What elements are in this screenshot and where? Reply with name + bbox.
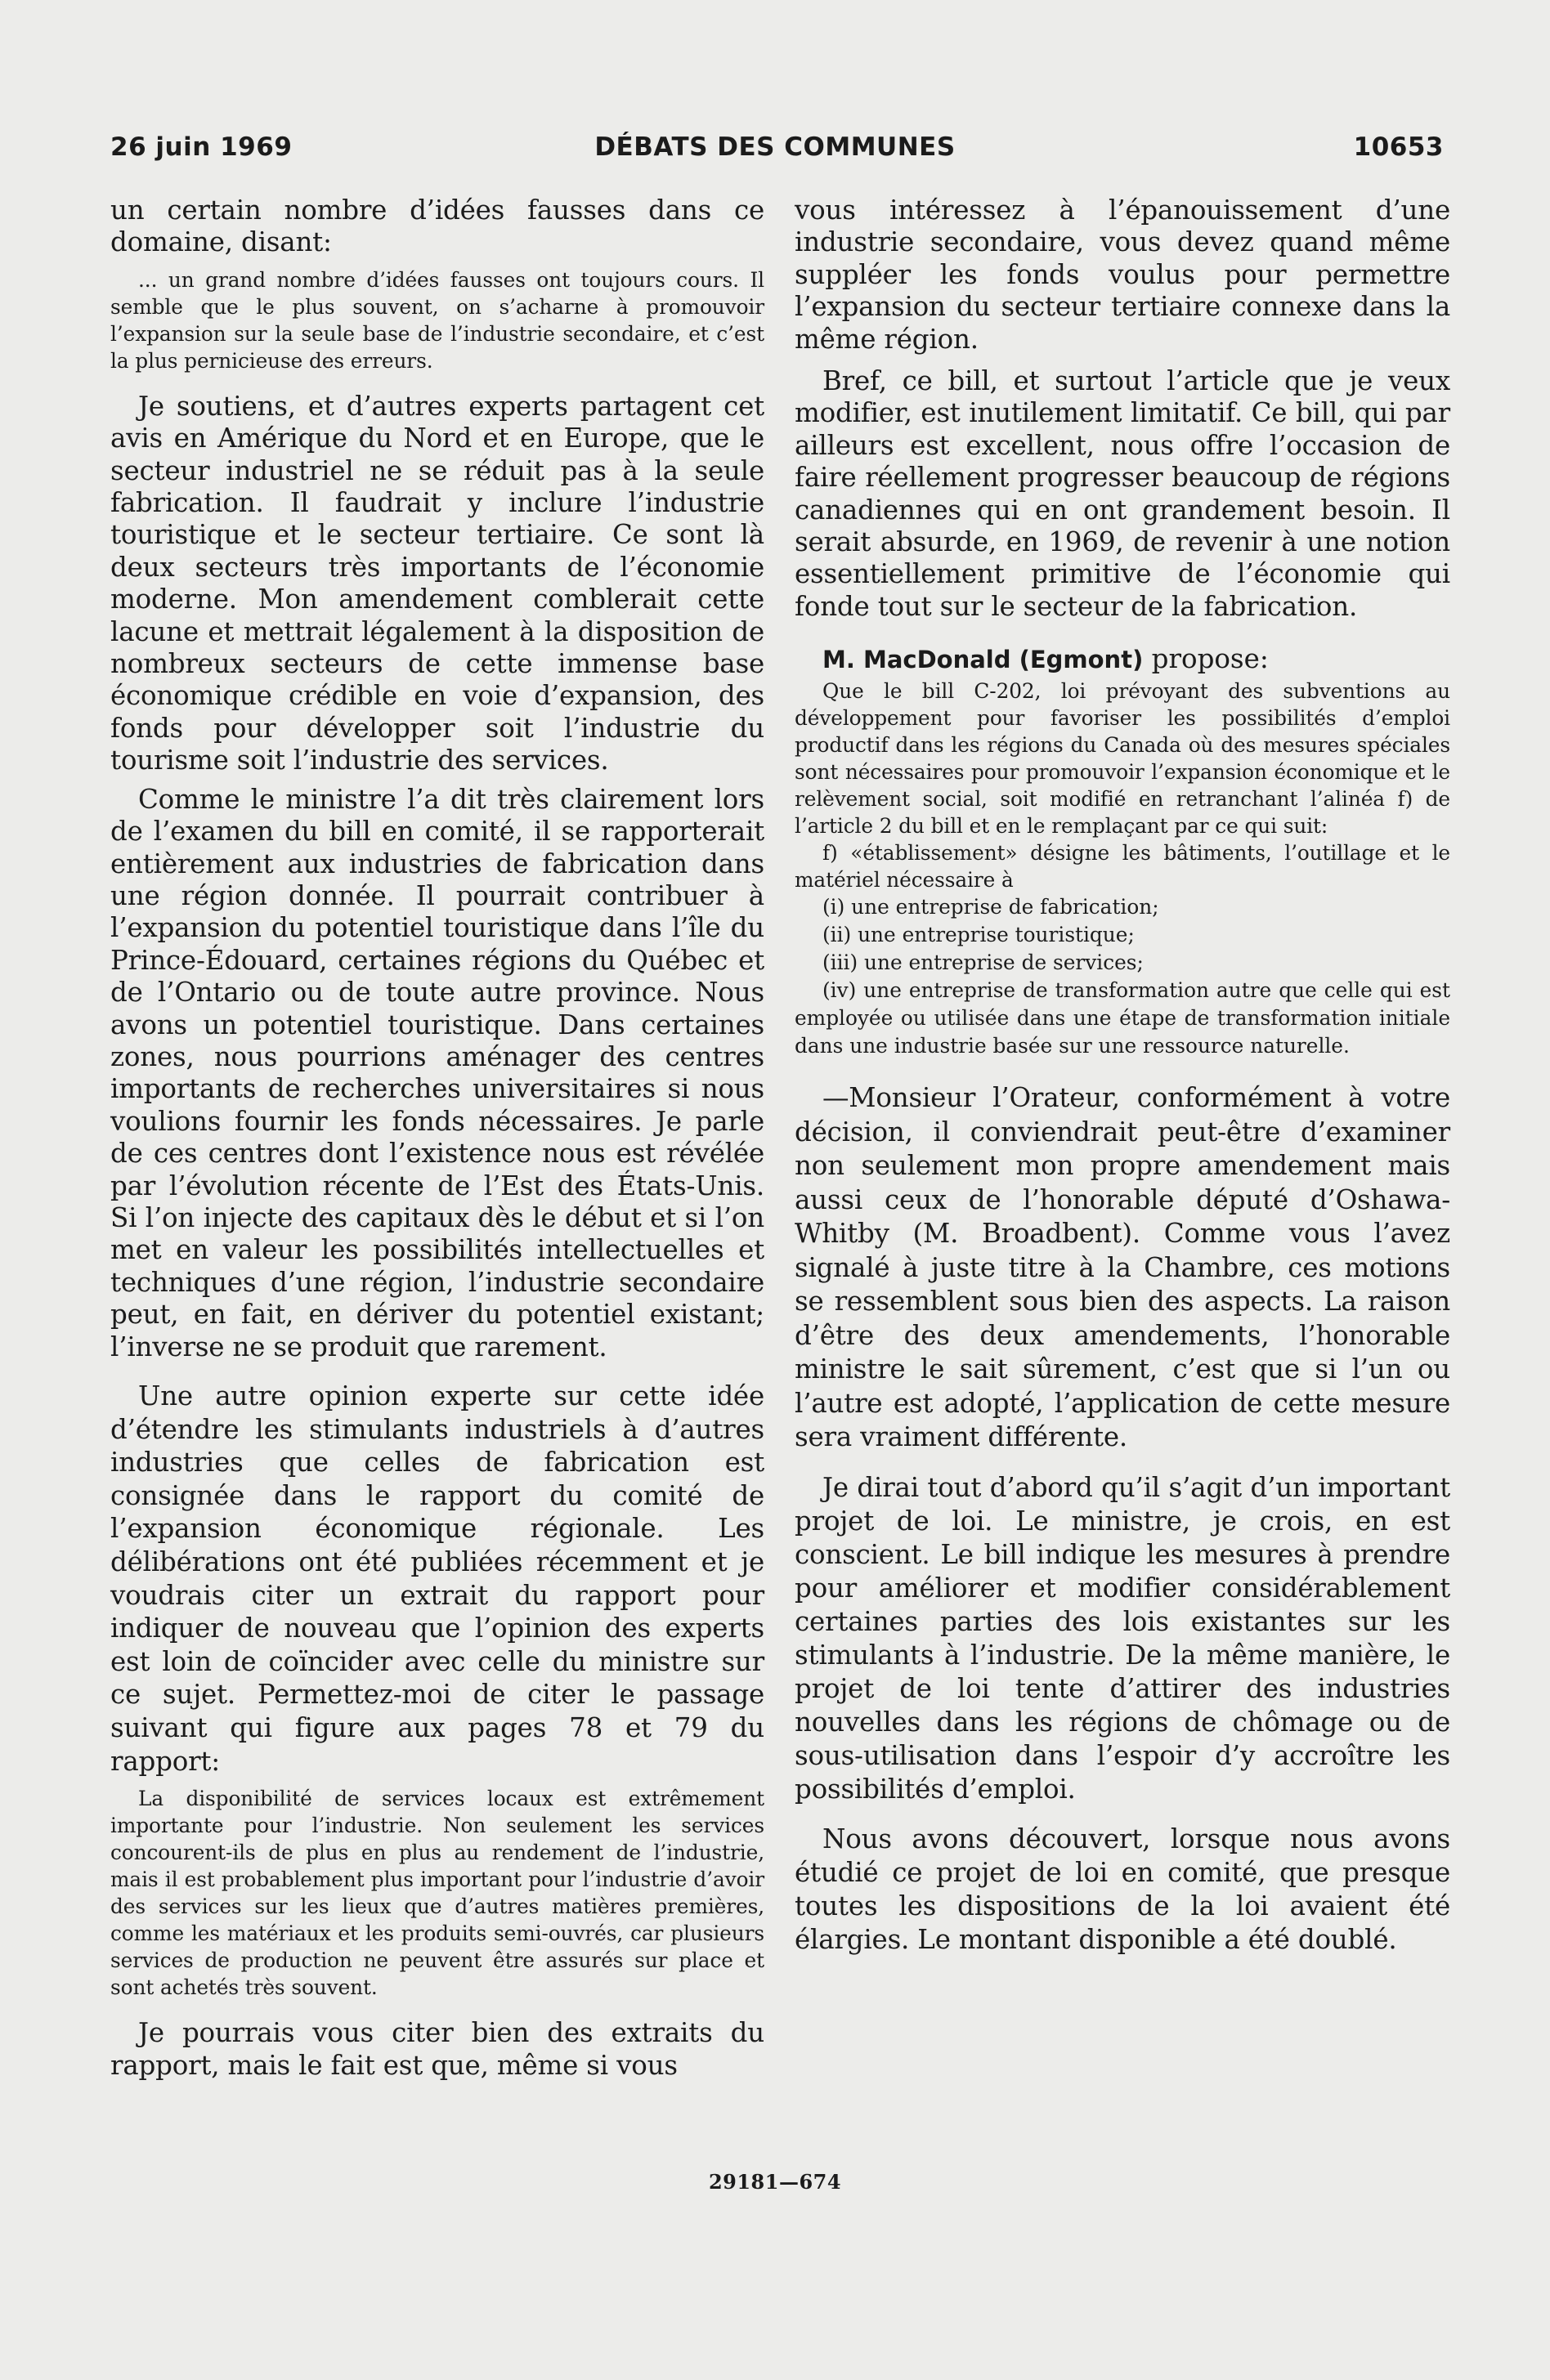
list-item: (iv) une entreprise de transformation autre que celle qui est employée ou utilisée dans une étape de transformation initiale dans une industrie basée sur une ressource naturelle.	[795, 978, 1450, 1058]
list-item: (iii) une entreprise de services;	[822, 951, 1144, 975]
header-page-number: 10653	[1353, 132, 1444, 162]
definition-list	[795, 893, 1450, 1060]
list-item: (ii) une entreprise touristique;	[822, 923, 1135, 947]
paragraph: Bref, ce bill, et surtout l’article que je veux modifier, est inutilement limitatif. Ce bill, qui par ailleurs est excellent, nous offre l’occasion de faire réellement progresser beaucoup de régions canadiennes qui en ont grandement besoin. Il serait absurde, en 1969, de revenir à une notion essentiellement primitive de l’économie qui fonde tout sur le secteur de la fabrication.	[795, 365, 1450, 622]
block-quote: La disponibilité de services locaux est extrêmement importante pour l’industrie. Non seulement les services concourent-ils de plus en plus au rendement de l’industrie, mais il est probablement plus important pour l’industrie d’avoir des services sur les lieux que d’autres matières premières, comme les matériaux et les produits semi-ouvrés, car plusieurs services de production ne peuvent être assurés sur place et sont achetés très souvent.	[110, 1787, 764, 2000]
paragraph: un certain nombre d’idées fausses dans ce domaine, disant:	[110, 195, 764, 258]
speaker-name: M. MacDonald (Egmont)	[822, 646, 1144, 674]
speaker-line	[795, 641, 1450, 678]
paragraph: vous intéressez à l’épanouissement d’une industrie secondaire, vous devez quand même suppléer les fonds voulus pour permettre l’expansion du secteur tertiaire connexe dans la même région.	[795, 195, 1450, 355]
footer-code: 29181—674	[708, 2170, 842, 2194]
paragraph: Comme le ministre l’a dit très clairement lors de l’examen du bill en comité, il se rapporterait entièrement aux industries de fabrication dans une région donnée. Il pourrait contribuer à l’expansion du potentiel touristique dans l’île du Prince-Édouard, certaines régions du Québec et de l’Ontario ou de toute autre province. Nous avons un potentiel touristique. Dans certaines zones, nous pourrions aménager des centres importants de recherches universitaires si nous voulions fournir les fonds nécessaires. Je parle de ces centres dont l’existence nous est révélée par l’évolution récente de l’Est des États-Unis. Si l’on injecte des capitaux dès le début et si l’on met en valeur les possibilités intellectuelles et techniques d’une région, l’industrie secondaire peut, en fait, en dériver du potentiel existant; l’inverse ne se produit que rarement.	[110, 783, 764, 1362]
header-title: DÉBATS DES COMMUNES	[594, 132, 956, 162]
speaker-verb: propose:	[1143, 643, 1269, 675]
paragraph: Une autre opinion experte sur cette idée d’étendre les stimulants industriels à d’autres industries que celles de fabrication est consignée dans le rapport du comité de l’expansion économique régionale. Les délibérations ont été publiées récemment et je voudrais citer un extrait du rapport pour indiquer de nouveau que l’opinion des experts est loin de coïncider avec celle du ministre sur ce sujet. Permettez-moi de citer le passage suivant qui figure aux pages 78 et 79 du rapport:	[110, 1380, 764, 1777]
list-item: (i) une entreprise de fabrication;	[822, 895, 1159, 919]
paragraph: Je dirai tout d’abord qu’il s’agit d’un important projet de loi. Le ministre, je crois, en est conscient. Le bill indique les mesures à prendre pour améliorer et modifier considérablement certaines parties des lois existantes sur les stimulants à l’industrie. De la même manière, le projet de loi tente d’attirer des industries nouvelles dans les régions de chômage ou de sous-utilisation dans l’espoir d’y accroître les possibilités d’emploi.	[795, 1471, 1450, 1805]
definition-text: f) «établissement» désigne les bâtiments, l’outillage et le matériel nécessaire à	[795, 841, 1450, 892]
left-column	[110, 195, 764, 2082]
paragraph: Je soutiens, et d’autres experts partagent cet avis en Amérique du Nord et en Europe, que le secteur industriel ne se réduit pas à la seule fabrication. Il faudrait y inclure l’industrie touristique et le secteur tertiaire. Ce sont là deux secteurs très importants de l’économie moderne. Mon amendement comblerait cette lacune et mettrait légalement à la disposition de nombreux secteurs de cette immense base économique crédible en voie d’expansion, des fonds pour développer soit l’industrie du tourisme soit l’industrie des services.	[110, 390, 764, 776]
paragraph: Nous avons découvert, lorsque nous avons étudié ce projet de loi en comité, que presque toutes les dispositions de la loi avaient été élargies. Le montant disponible a été doublé.	[795, 1823, 1450, 1955]
block-quote: ... un grand nombre d’idées fausses ont toujours cours. Il semble que le plus souvent, on s’acharne à promouvoir l’expansion sur la seule base de l’industrie secondaire, et c’est la plus pernicieuse des erreurs.	[110, 267, 764, 373]
paragraph: Je pourrais vous citer bien des extraits du rapport, mais le fait est que, même si vous	[110, 2017, 764, 2081]
motion-text: Que le bill C-202, loi prévoyant des subventions au développement pour favoriser les possibilités d’emploi productif dans les régions du Canada où des mesures spéciales sont nécessaires pour promouvoir l’expansion économique et le relèvement social, soit modifié en retranchant l’alinéa f) de l’article 2 du bill et en le remplaçant par ce qui suit:	[795, 679, 1450, 839]
header-date: 26 juin 1969	[110, 132, 293, 162]
paragraph: —Monsieur l’Orateur, conformément à votre décision, il conviendrait peut-être d’examiner non seulement mon propre amendement mais aussi ceux de l’honorable député d’Oshawa-Whitby (M. Broadbent). Comme vous l’avez signalé à juste titre à la Chambre, ces motions se ressemblent sous bien des aspects. La raison d’être des deux amendements, l’honorable ministre le sait sûrement, c’est que si l’un ou l’autre est adopté, l’application de cette mesure sera vraiment différente.	[795, 1082, 1450, 1453]
right-column	[795, 195, 1450, 1957]
